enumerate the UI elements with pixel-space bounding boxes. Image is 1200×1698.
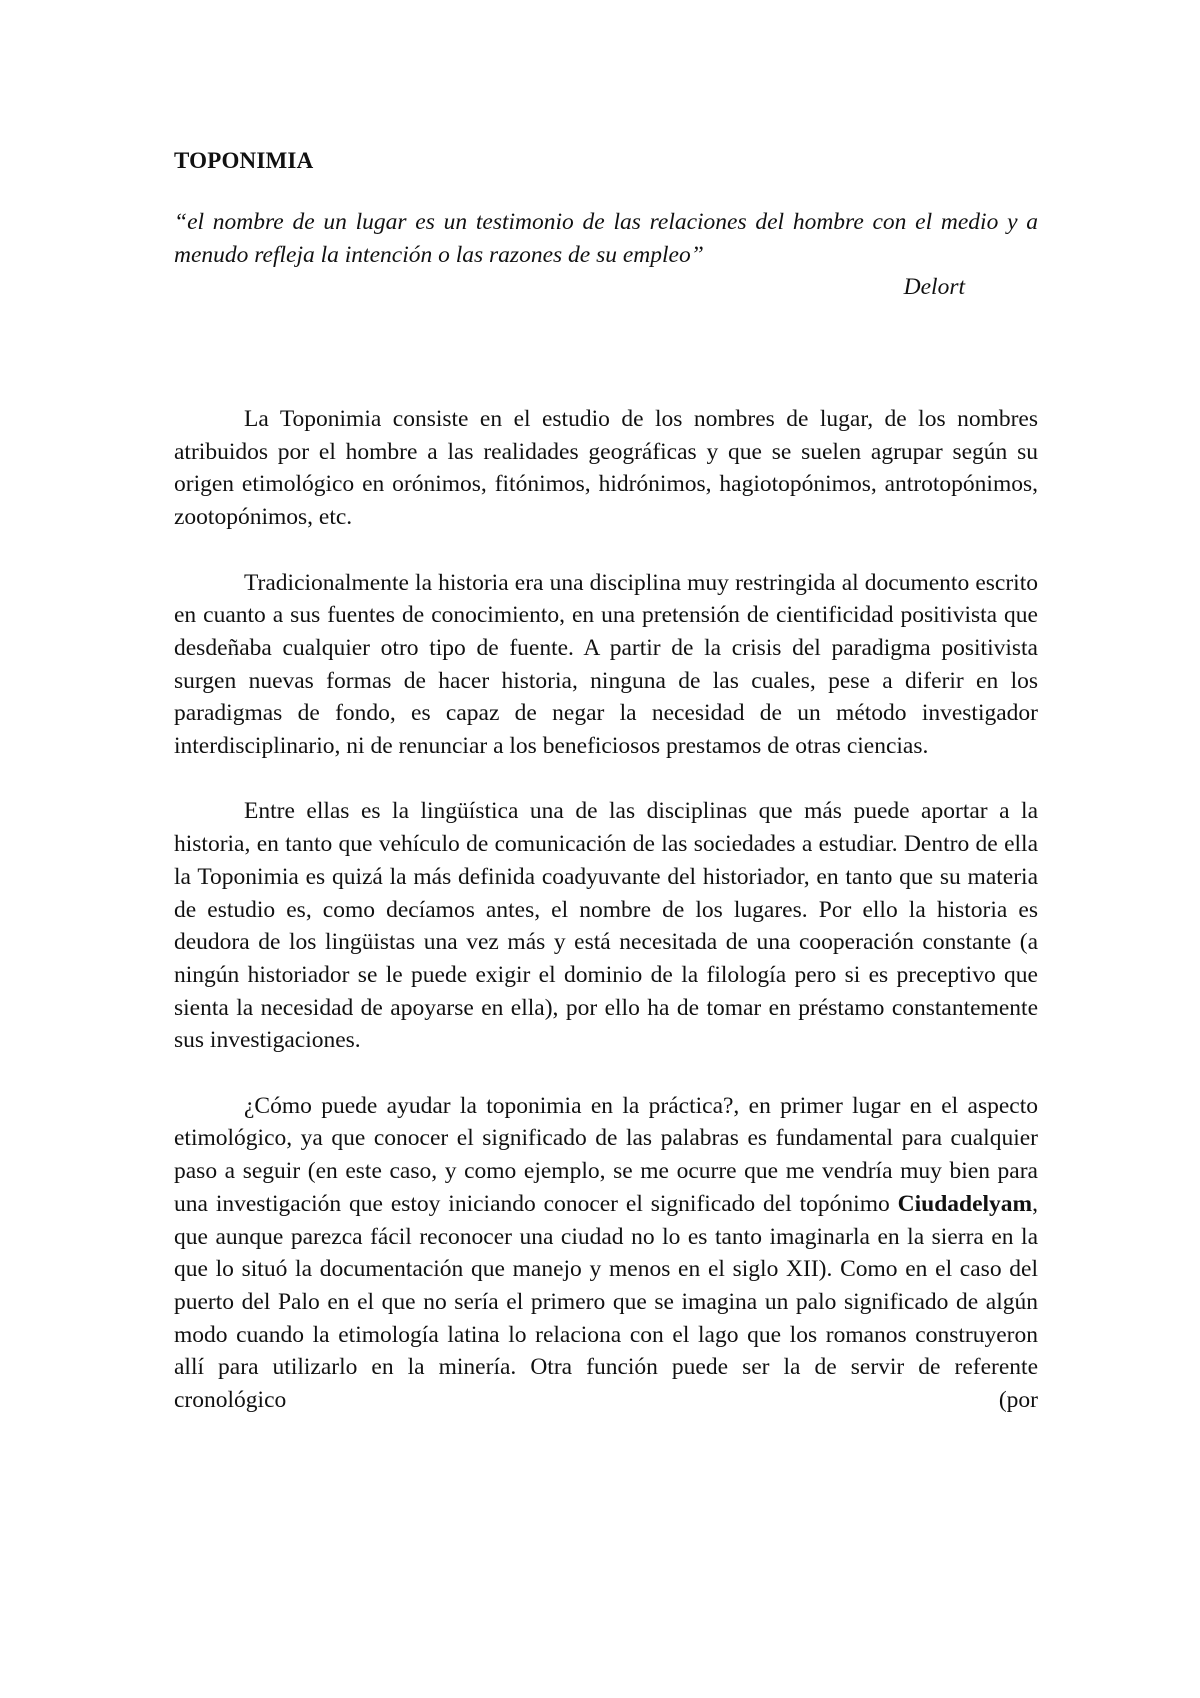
epigraph-author: Delort	[903, 274, 965, 300]
document-title: TOPONIMIA	[174, 148, 314, 173]
epigraph-quote: “el nombre de un lugar es un testimonio de las relaciones del hombre con el medio y a menudo refleja la intención o las razones de su empleo”	[174, 209, 1038, 268]
paragraph-practice-start: ¿Cómo puede ayudar la toponimia en la práctica?, en primer lugar en el aspecto etimológico, ya que conocer el significado de las palabras es fundamental para cualquier paso a seguir (en este caso, y como ejemplo, se me ocurre que me vendría muy bien para una investigación que estoy iniciando conocer el significado del topónimo	[174, 1092, 1038, 1217]
paragraph-definition: La Toponimia consiste en el estudio de los nombres de lugar, de los nombres atribuidos por el hombre a las realidades geográficas y que se suelen agrupar según su origen etimológico en orónimos, fitónimos, hidrónimos, hagiotopónimos, antrotopónimos, zootopónimos, etc.	[174, 406, 1038, 531]
paragraph-history: Tradicionalmente la historia era una disciplina muy restringida al documento escrito en cuanto a sus fuentes de conocimiento, en una pretensión de cientificidad positivista que desdeñaba cualquier otro tipo de fuente. A partir de la crisis del paradigma positivista surgen nuevas formas de hacer historia, ninguna de las cuales, pese a diferir en los paradigmas de fondo, es capaz de negar la necesidad de un método investigador interdisciplinario, ni de renunciar a los beneficiosos prestamos de otras ciencias.	[174, 569, 1038, 760]
paragraph-practice-end: , que aunque parezca fácil reconocer una ciudad no lo es tanto imaginarla en la sierra en la que lo situó la documentación que manejo y menos en el siglo XII). Como en el caso del puerto del Palo en el que no sería el primero que se imagina un palo significado de algún modo cuando la etimología latina lo relaciona con el lago que los romanos construyeron allí para utilizarlo en la minería. Otra función puede ser la de servir de referente cronológico (por	[174, 1190, 1038, 1414]
paragraph-linguistics: Entre ellas es la lingüística una de las disciplinas que más puede aportar a la historia, en tanto que vehículo de comunicación de las sociedades a estudiar. Dentro de ella la Toponimia es quizá la más definida coadyuvante del historiador, en tanto que su materia de estudio es, como decíamos antes, el nombre de los lugares. Por ello la historia es deudora de los lingüistas una vez más y está necesitada de una cooperación constante (a ningún historiador se le puede exigir el dominio de la filología pero si es preceptivo que sienta la necesidad de apoyarse en ella), por ello ha de tomar en préstamo constantemente sus investigaciones.	[174, 798, 1038, 1054]
toponym-emphasis: Ciudadelyam	[897, 1190, 1033, 1217]
document-content	[174, 146, 1038, 1417]
body-text	[174, 403, 1038, 1417]
paragraph-practice	[174, 1090, 1038, 1417]
